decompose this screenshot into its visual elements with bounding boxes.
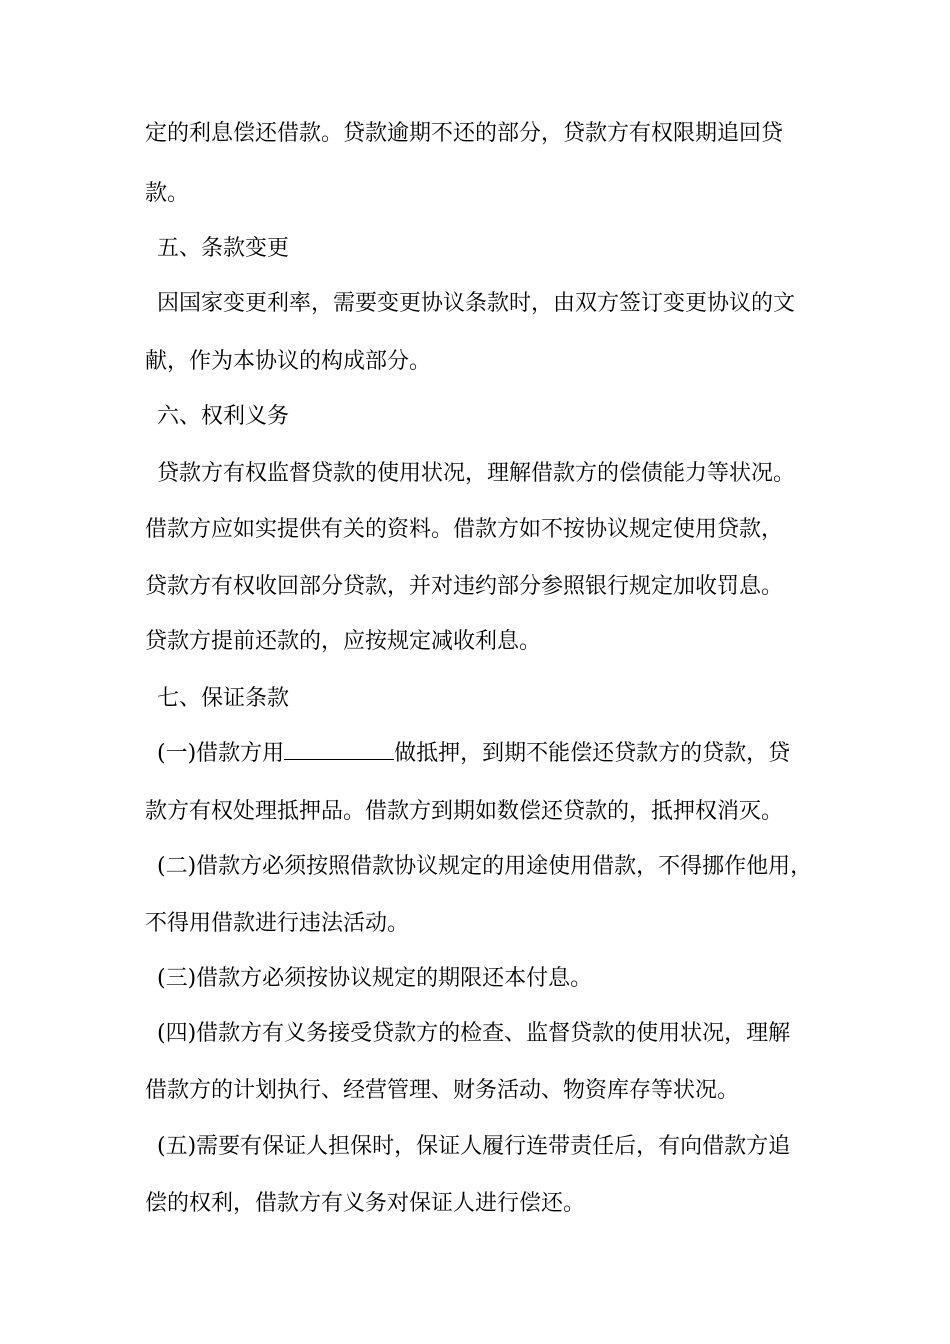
text-line: 款。 [145,181,190,206]
text-line: 定的利息偿还借款。贷款逾期不还的部分，贷款方有权限期追回贷 [145,121,784,146]
text-line: 贷款方有权收回部分贷款，并对违约部分参照银行规定加收罚息。 [145,574,784,599]
text-line: 款方有权处理抵押品。借款方到期如数偿还贷款的，抵押权消灭。 [145,799,784,824]
text-line: 贷款方有权监督贷款的使用状况，理解借款方的偿债能力等状况。 [157,461,796,486]
section-heading: 七、保证条款 [157,686,290,711]
section-heading: 六、权利义务 [157,404,290,429]
text-line: 献，作为本协议的构成部分。 [145,349,432,374]
text-line: (三)借款方必须按协议规定的期限还本付息。 [157,966,593,991]
fill-in-blank [284,741,394,760]
text-line: 借款方的计划执行、经营管理、财务活动、物资库存等状况。 [145,1078,740,1103]
text-line: 偿的权利，借款方有义务对保证人进行偿还。 [145,1191,586,1216]
text-line: (四)借款方有义务接受贷款方的检查、监督贷款的使用状况，理解 [157,1021,791,1046]
text-line: (五)需要有保证人担保时，保证人履行连带责任后，有向借款方追 [157,1134,791,1159]
text-line: (二)借款方必须按照借款协议规定的用途使用借款，不得挪作他用， [157,854,813,879]
text-line-with-blank [157,740,790,768]
clause-suffix: 做抵押，到期不能偿还贷款方的贷款，贷 [394,741,791,766]
text-line: 不得用借款进行违法活动。 [145,911,410,936]
section-heading: 五、条款变更 [157,236,290,261]
text-line: 贷款方提前还款的，应按规定减收利息。 [145,629,542,654]
text-line: 借款方应如实提供有关的资料。借款方如不按协议规定使用贷款， [145,517,784,542]
text-line: 因国家变更利率，需要变更协议条款时，由双方签订变更协议的文 [157,291,796,316]
clause-prefix: (一)借款方用 [157,741,285,766]
